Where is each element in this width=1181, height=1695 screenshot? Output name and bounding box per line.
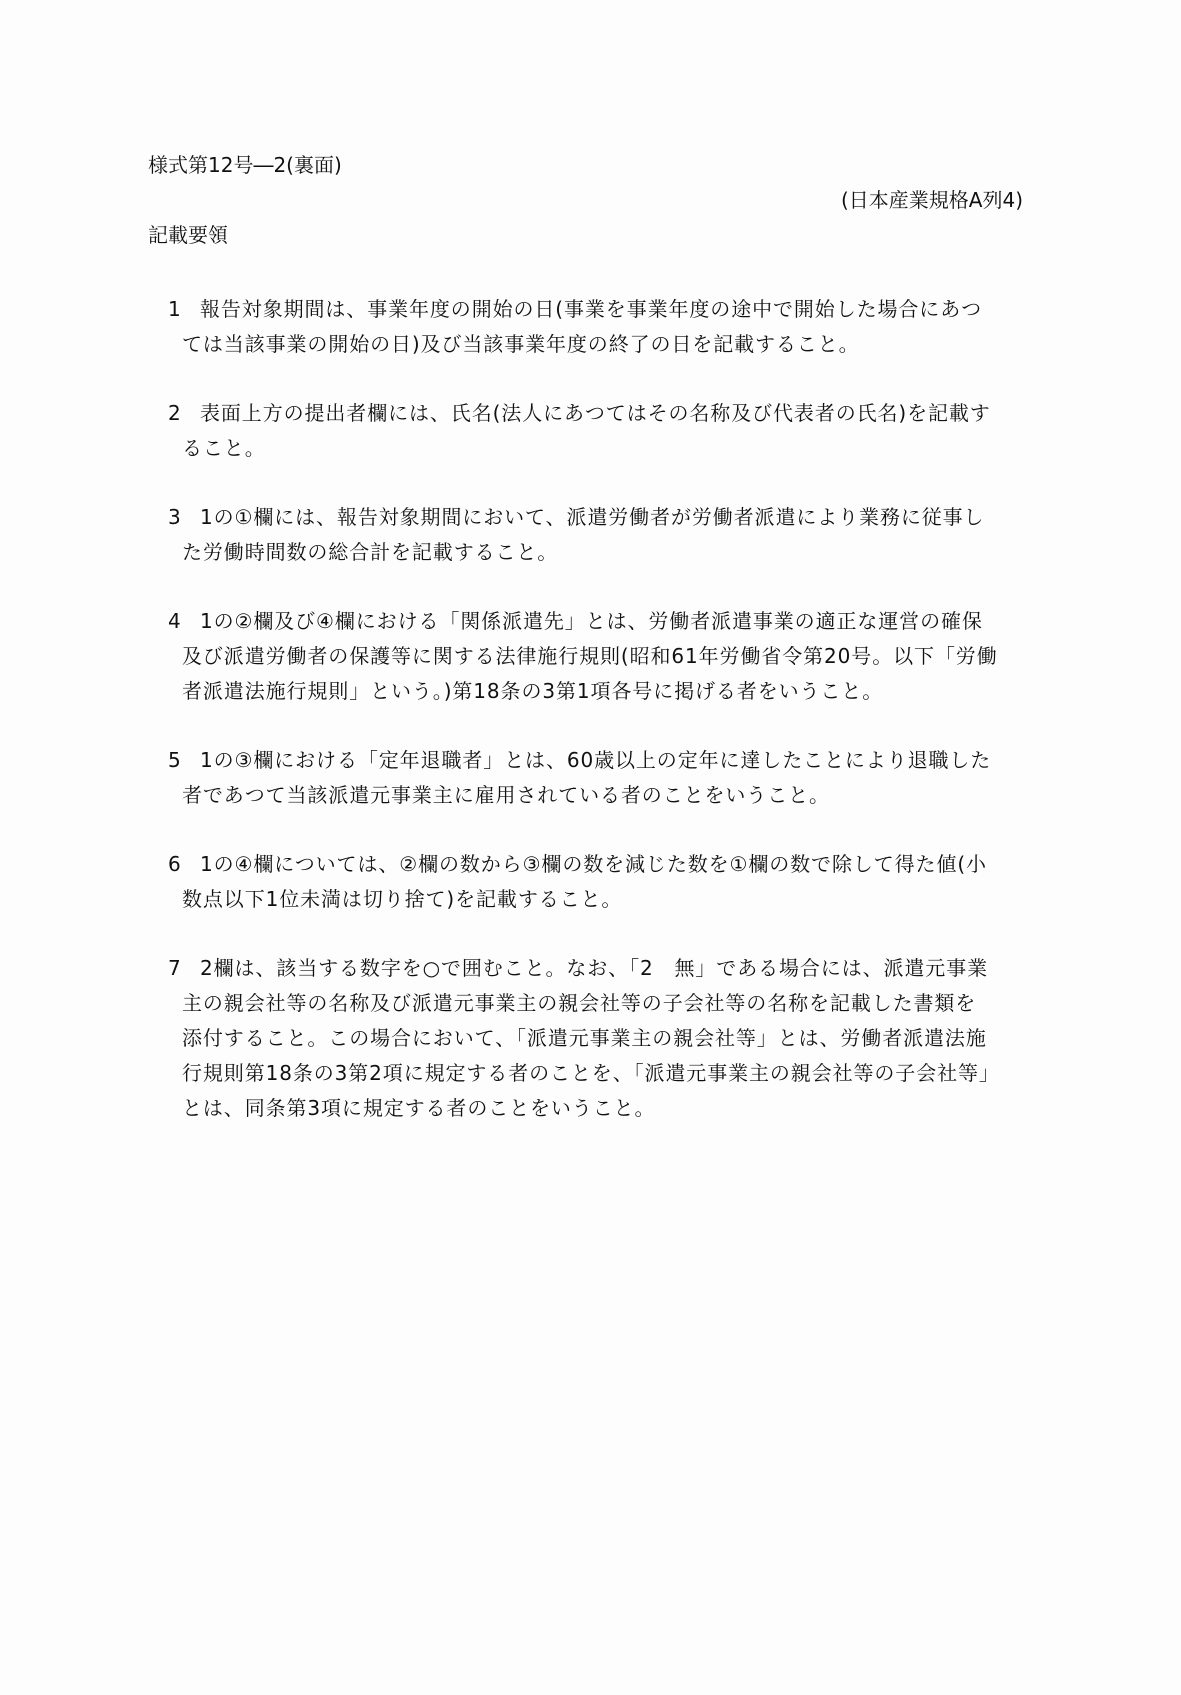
instruction-item-2 xyxy=(168,396,1023,466)
item-text: 報告対象期間は、事業年度の開始の日(事業を事業年度の途中で開始した場合にあつ xyxy=(200,297,983,321)
item-text: 1の③欄における「定年退職者」とは、60歳以上の定年に達したことにより退職した xyxy=(200,748,992,772)
item-number: 2 xyxy=(168,401,182,425)
item-text: 及び派遣労働者の保護等に関する法律施行規則(昭和61年労働省令第20号。以下「労働 xyxy=(182,644,998,668)
item-text: とは、同条第3項に規定する者のことをいうこと。 xyxy=(182,1096,656,1120)
item-text: 1の④欄については、②欄の数から③欄の数を減じた数を①欄の数で除して得た値(小 xyxy=(200,852,987,876)
item-number: 3 xyxy=(168,505,182,529)
item-text: ては当該事業の開始の日)及び当該事業年度の終了の日を記載すること。 xyxy=(182,332,860,356)
instruction-item-4 xyxy=(168,604,1023,709)
form-number: 様式第12号―2(裏面) xyxy=(148,153,342,177)
item-text: 主の親会社等の名称及び派遣元事業主の親会社等の子会社等の名称を記載した書類を xyxy=(182,991,977,1015)
item-text: 数点以下1位未満は切り捨て)を記載すること。 xyxy=(182,887,623,911)
instruction-item-7 xyxy=(168,951,1023,1126)
item-text: 1の①欄には、報告対象期間において、派遣労働者が労働者派遣により業務に従事し xyxy=(200,505,985,529)
item-text: 1の②欄及び④欄における「関係派遣先」とは、労働者派遣事業の適正な運営の確保 xyxy=(200,609,983,633)
item-text: 表面上方の提出者欄には、氏名(法人にあつてはその名称及び代表者の氏名)を記載す xyxy=(200,401,991,425)
item-text: た労働時間数の総合計を記載すること。 xyxy=(182,540,559,564)
instruction-item-1 xyxy=(168,292,1023,362)
item-number: 7 xyxy=(168,956,182,980)
item-text: 2欄は、該当する数字を○で囲むこと。なお、「2 無」である場合には、派遣元事業 xyxy=(200,956,988,980)
instruction-item-5 xyxy=(168,743,1023,813)
item-text: 者派遣法施行規則」という。)第18条の3第1項各号に掲げる者をいうこと。 xyxy=(182,679,884,703)
instruction-list xyxy=(168,292,1023,1160)
item-number: 5 xyxy=(168,748,182,772)
instruction-item-3 xyxy=(168,500,1023,570)
item-text: 行規則第18条の3第2項に規定する者のことを、「派遣元事業主の親会社等の子会社等」 xyxy=(182,1061,1000,1085)
item-text: 者であつて当該派遣元事業主に雇用されている者のことをいうこと。 xyxy=(182,783,830,807)
paper-size-note: (日本産業規格A列4) xyxy=(840,188,1023,212)
item-number: 1 xyxy=(168,297,182,321)
instruction-item-6 xyxy=(168,847,1023,917)
item-number: 4 xyxy=(168,609,182,633)
section-title: 記載要領 xyxy=(148,223,228,247)
item-number: 6 xyxy=(168,852,182,876)
item-text: 添付すること。この場合において、「派遣元事業主の親会社等」とは、労働者派遣法施 xyxy=(182,1026,987,1050)
item-text: ること。 xyxy=(182,436,266,460)
